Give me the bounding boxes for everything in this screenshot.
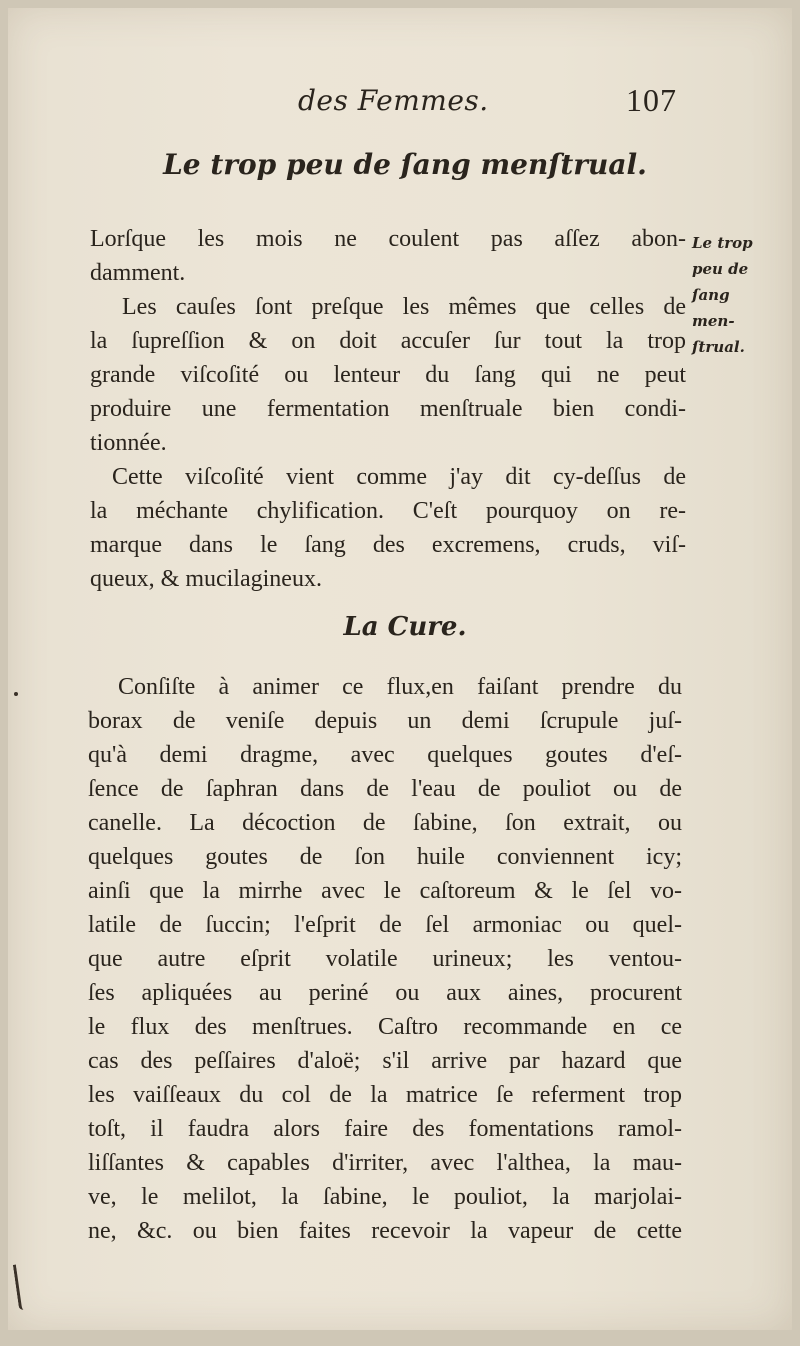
running-head bbox=[8, 80, 792, 124]
marginal-note bbox=[692, 230, 784, 360]
running-title: des Femmes. bbox=[298, 84, 489, 117]
text-line: queux, & mucilagineux. bbox=[90, 566, 322, 592]
section-heading-cure: La Cure. bbox=[343, 612, 467, 642]
text-line: damment. bbox=[90, 260, 186, 286]
text-line: ne, &c. ou bien faites recevoir la vapeur de cette bbox=[88, 1218, 682, 1244]
text-line: ve, le melilot, la ſabine, le pouliot, la marjolai- bbox=[88, 1184, 682, 1210]
text-line: qu'à demi dragme, avec quelques goutes d'eſ- bbox=[88, 742, 682, 768]
text-line: produire une fermentation menſtruale bien condi- bbox=[90, 396, 686, 422]
text-line: ainſi que la mirrhe avec le caſtoreum & le ſel vo- bbox=[88, 878, 682, 904]
text-line: ſence de ſaphran dans de l'eau de pouliot ou de bbox=[88, 776, 682, 802]
text-line: borax de veniſe depuis un demi ſcrupule juſ- bbox=[88, 708, 682, 734]
text-line: liſſantes & capables d'irriter, avec l'althea, la mau- bbox=[88, 1150, 682, 1176]
text-line: Les cauſes ſont preſque les mêmes que celles de bbox=[122, 294, 686, 320]
marginal-note-line: Le trop bbox=[692, 234, 753, 252]
book-page bbox=[8, 8, 792, 1330]
page-number: 107 bbox=[626, 82, 677, 118]
text-line: Cette viſcoſité vient comme j'ay dit cy-deſſus de bbox=[112, 464, 686, 490]
text-line: tionnée. bbox=[90, 430, 167, 456]
section-heading-insufficient-menses: Le trop peu de ſang menſtrual. bbox=[163, 148, 647, 181]
text-line: latile de ſuccin; l'eſprit de ſel armoniac ou quel- bbox=[88, 912, 682, 938]
marginal-note-line: peu de bbox=[692, 260, 749, 278]
text-line: canelle. La décoction de ſabine, ſon extrait, ou bbox=[88, 810, 682, 836]
text-line: cas des peſſaires d'aloë; s'il arrive par hazard que bbox=[88, 1048, 682, 1074]
section2-body bbox=[88, 670, 682, 1248]
text-line: marque dans le ſang des excremens, cruds, viſ- bbox=[90, 532, 686, 558]
text-line: Lorſque les mois ne coulent pas aſſez abon- bbox=[90, 226, 686, 252]
text-line: toſt, il faudra alors faire des fomentations ramol- bbox=[88, 1116, 682, 1142]
text-line: la ſupreſſion & on doit accuſer ſur tout la trop bbox=[90, 328, 686, 354]
marginal-note-line: men- bbox=[692, 312, 735, 330]
text-line: les vaiſſeaux du col de la matrice ſe referment trop bbox=[88, 1082, 682, 1108]
marginal-note-line: ſtrual. bbox=[692, 338, 745, 356]
text-line: ſes apliquées au periné ou aux aines, procurent bbox=[88, 980, 682, 1006]
text-line: quelques goutes de ſon huile conviennent icy; bbox=[88, 844, 682, 870]
marginal-note-line: ſang bbox=[692, 286, 730, 304]
section1-body bbox=[90, 222, 686, 596]
text-line: le flux des menſtrues. Caſtro recommande en ce bbox=[88, 1014, 682, 1040]
text-line: grande viſcoſité ou lenteur du ſang qui ne peut bbox=[90, 362, 686, 388]
text-line: la méchante chylification. C'eſt pourquoy on re- bbox=[90, 498, 686, 524]
text-line: Conſiſte à animer ce flux,en faiſant prendre du bbox=[118, 674, 682, 700]
ink-speck bbox=[14, 692, 18, 696]
page-edge-mark bbox=[13, 1264, 28, 1311]
text-line: que autre eſprit volatile urineux; les ventou- bbox=[88, 946, 682, 972]
